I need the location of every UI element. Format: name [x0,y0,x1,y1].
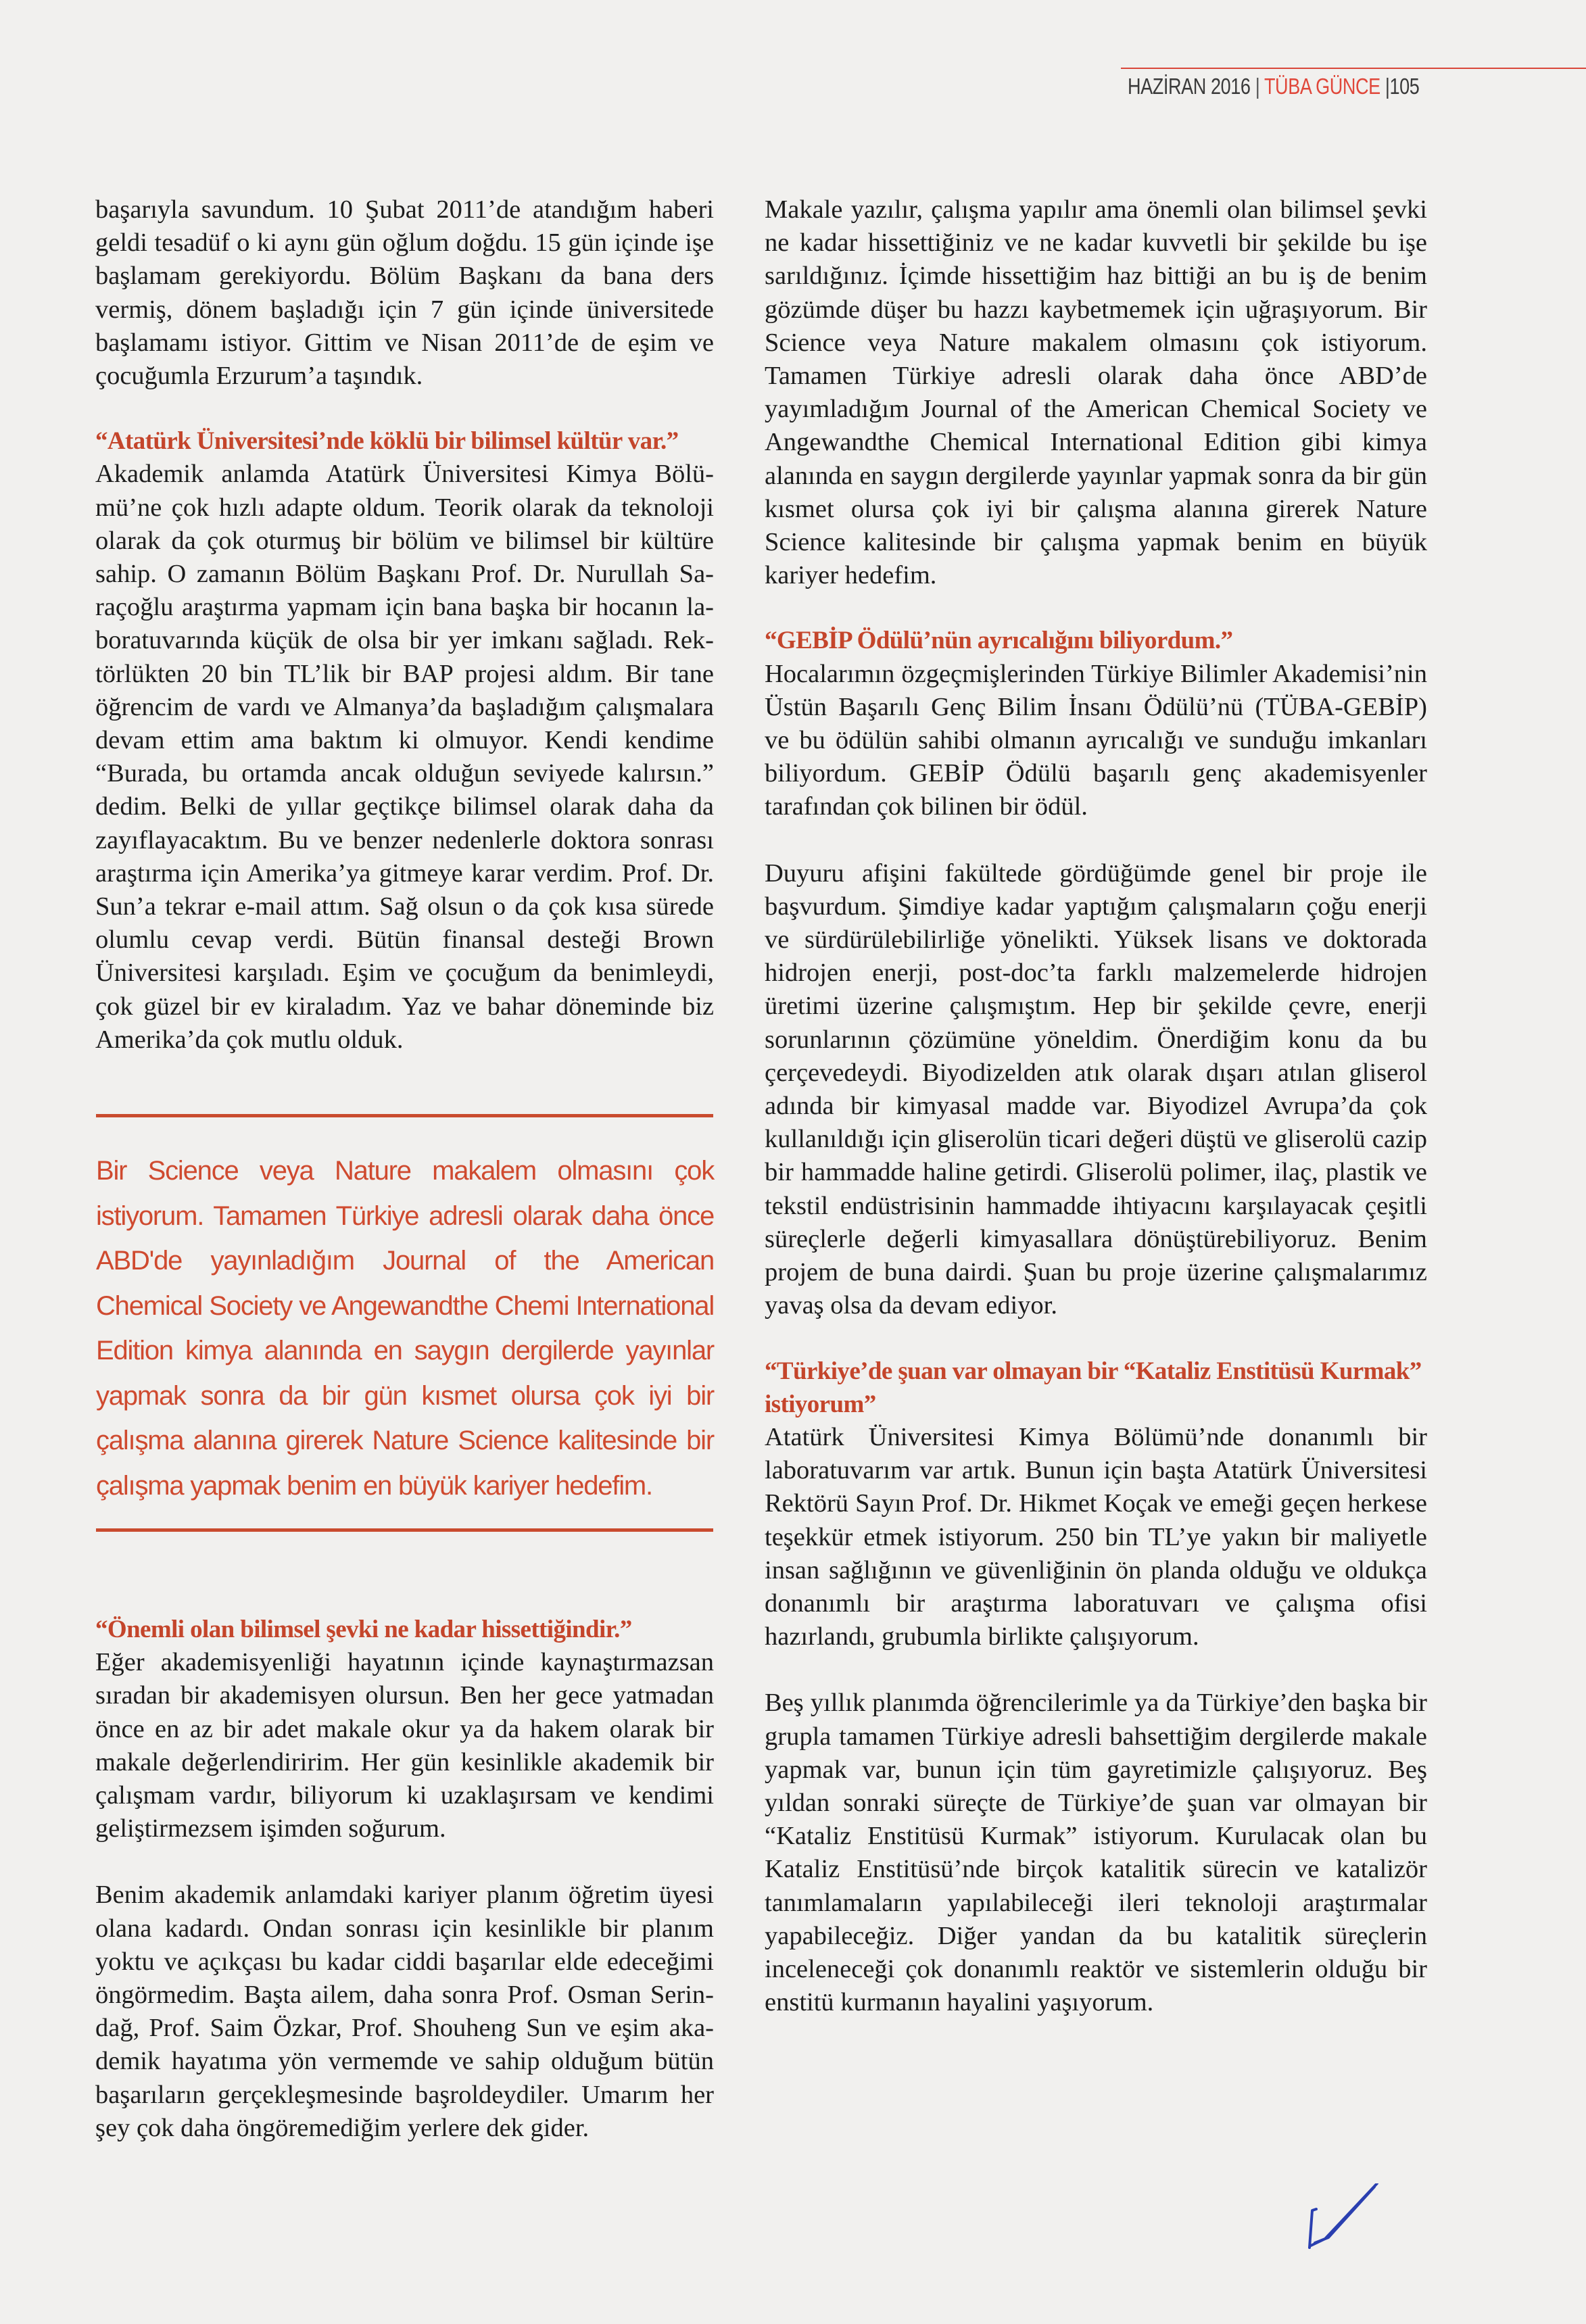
signature-checkmark-icon [1288,2183,1383,2251]
paragraph: Hocalarımın özgeçmişlerinden Türkiye Bilimler Akademisi’nin Üstün Başarılı Genç Bilim İnsanı Ödülü’nü (TÜBA-GEBİP) ve bu ödülün sahibi olmanın ayrıcalığı ve sunduğu imkanları biliyordum. GEBİP Ödülü başarılı genç akademisyenler tarafından çok bilinen bir ödül. [765,659,1427,821]
pull-quote-box [96,1114,714,1532]
paragraph: Benim akademik anlamdaki kariyer planım öğretim üyesi olana kadardı. Ondan sonrası için kesinlikle bir planım yoktu ve açıkçası bu kadar ciddi başarılar elde edeceğimi öngörmedim. Başta ailem, daha sonra Prof. Osman Serindağ, Prof. Saim Özkar, Prof. Shouheng Sun ve eşim akademik hayatıma yön vermemde ve sahip olduğum bütün başarıların gerçekleşmesinde başroldeydiler. Umarım her şey çok daha öngöremediğim yerlere dek gider. [95,1881,714,2142]
section-subhead: “Atatürk Üniversitesi’nde köklü bir bilimsel kültür var.” [95,427,679,456]
pull-quote-bottom-rule [96,1528,713,1532]
section-subhead: “Türkiye’de şuan var olmayan bir “Kataliz Enstitüsü Kurmak” istiyorum” [765,1357,1422,1418]
pull-quote: Bir Science veya Nature makalem olmasını çok istiyorum. Tamamen Türkiye adresli olarak daha önce ABD'de yayınladığım Journal of the American Chemical Society ve Angewandthe Chemi International Edition kimya alanında en saygın dergilerde yayınlar yapmak sonra da bir gün kısmet olursa çok iyi bir çalışma alanına girerek Nature Science kalitesinde bir çalışma yapmak benim en büyük kariyer hedefim. [96,1156,714,1501]
page-number: |105 [1385,74,1420,99]
left-column-lower [95,1613,714,2145]
issue-date: HAZİRAN 2016 [1128,74,1251,99]
pull-quote-top-rule [96,1114,713,1117]
section-subhead: “GEBİP Ödülü’nün ayrıcalığını biliyordum.” [765,627,1233,655]
paragraph: Akademik anlamda Atatürk Üniversitesi Kimya Bölümü’ne çok hızlı adapte oldum. Teorik olarak da teknoloji olarak da çok oturmuş bir bölüm ve bilimsel bir kültüre sahip. O zamanın Bölüm Başkanı Prof. Dr. Nurullah Saraçoğlu araştırma yapmam için bana başka bir hocanın laboratuvarında küçük de olsa bir yer imkanı sağladı. Rektörlükten 20 bin TL’lik bir BAP projesi aldım. Bir tane öğrencim de vardı ve Almanya’da başladığım çalışmalara devam ettim ama baktım ki olmuyor. Kendi kendime “Burada, bu ortamda ancak olduğun seviyede kalırsın.” dedim. Belki de yıllar geçtikçe bilimsel olarak daha da zayıflayacaktım. Bu ve benzer nedenlerle doktora sonrası araştırma için Amerika’ya gitmeye karar verdim. Prof. Dr. Sun’a tekrar e-mail attım. Sağ olsun o da çok kısa sürede olumlu cevap verdi. Bütün finansal desteği Brown Üniversitesi karşıladı. Eşim ve çocuğum da benimleydi, çok güzel bir ev kiraladım. Yaz ve bahar döneminde biz Amerika’da çok mutlu olduk. [95,460,714,1054]
header-separator: | [1255,74,1260,99]
header-rule [1121,68,1586,69]
running-header [1128,73,1419,100]
paragraph: Eğer akademisyenliği hayatının içinde kaynaştırmazsan sıradan bir akademisyen olursun. Ben her gece yatmadan önce en az bir adet makale okur ya da hakem olarak bir makale değerlendiririm. Her gün kesinlikle akademik bir çalışmam vardır, biliyorum ki uzaklaşırsam ve kendimi geliştirmezsem işimden soğurum. [95,1648,714,1843]
left-column [95,193,714,1057]
section-subhead: “Önemli olan bilimsel şevki ne kadar hissettiğindir.” [95,1616,632,1643]
paragraph: Duyuru afişini fakültede gördüğümde genel bir proje ile başvurdum. Şimdiye kadar yaptığım çalışmaların çoğu enerji ve sürdürülebilirliğe yönelikti. Yüksek lisans ve doktorada hidrojen enerji, post-doc’ta farklı malzemelerde hidrojen üretimi üzerine çalışmıştım. Hep bir şekilde çevre, enerji sorunlarının çözümüne yöneldim. Önerdiğim konu da bu çerçevedeydi. Biyodizelden atık olarak dışarı atılan gliserol adında bir kimyasal madde var. Biyodizel Avrupa’da çok kullanıldığı için gliserolün ticari değeri düştü ve gliserolü cazip bir hammadde haline getirdi. Gliserolü polimer, ilaç, plastik ve tekstil endüstrisinin hammadde ihtiyacını karşılayacak çeşitli süreçlerle değerli kimyasallara dönüştürebiliyoruz. Benim projem de buna dairdi. Şuan bu proje üzerine çalışmalarımız yavaş olsa da devam ediyor. [765,858,1427,1320]
publication-name: TÜBA GÜNCE [1264,74,1380,99]
right-column [765,193,1427,2019]
paragraph: Makale yazılır, çalışma yapılır ama önemli olan bilimsel şevki ne kadar hissettiğiniz ve ne kadar kuvvetli bir şekilde bu işe sarıldığınız. İçimde hissettiğim haz bittiği an bu iş de benim gözümde düşer bu hazzı kaybetmemek için uğraşıyorum. Bir Science veya Nature makalem olmasını çok istiyorum. Tamamen Türkiye adresli olarak daha önce ABD’de yayımladığım Journal of the American Chemical Society ve Angewandthe Chemical International Edition gibi kimya alanında en saygın dergilerde yayınlar yapmak sonra da bir gün kısmet olursa çok iyi bir çalışma alanına girerek Nature Science kalitesinde bir çalışma yapmak benim en büyük kariyer hedefim. [765,195,1427,590]
paragraph: Beş yıllık planımda öğrencilerimle ya da Türkiye’den başka bir grupla tamamen Türkiye adresli bahsettiğim dergilerde makale yapmak var, bunun için tüm gayretimizle çalışıyoruz. Beş yıldan sonraki süreçte de Türkiye’de şuan var olmayan bir “Kataliz Enstitüsü Kurmak” istiyorum. Kurulacak olan bu Kataliz Enstitüsü’nde birçok katalitik sürecin ve katalizör tanımlamaların yapılabileceği ileri teknoloji araştırmalar yapabileceğiz. Diğer yandan da bu katalitik süreçlerin inceleneceği çok donanımlı reaktör ve sistemlerin olduğu bir enstitü kurmanın hayalini yaşıyorum. [765,1689,1427,2017]
paragraph: başarıyla savundum. 10 Şubat 2011’de atandığım haberi geldi tesadüf o ki aynı gün oğlum doğdu. 15 gün içinde işe başlamam gerekiyordu. Bölüm Başkanı da bana ders vermiş, dönem başladığı için 7 gün içinde üniversitede başlamamı istiyor. Gittim ve Nisan 2011’de de eşim ve çocuğumla Erzurum’a taşındık. [95,195,714,391]
paragraph: Atatürk Üniversitesi Kimya Bölümü’nde donanımlı bir laboratuvarım var artık. Bunun için başta Atatürk Üniversitesi Rektörü Sayın Prof. Dr. Hikmet Koçak ve emeği geçen herkese teşekkür etmek istiyorum. 250 bin TL’ye yakın bir maliyetle insan sağlığının ve güvenliğinin ön planda olduğu ve oldukça donanımlı bir araştırma laboratuvarı ve çalışma ofisi hazırlandı, grubumla birlikte çalışıyorum. [765,1422,1427,1651]
